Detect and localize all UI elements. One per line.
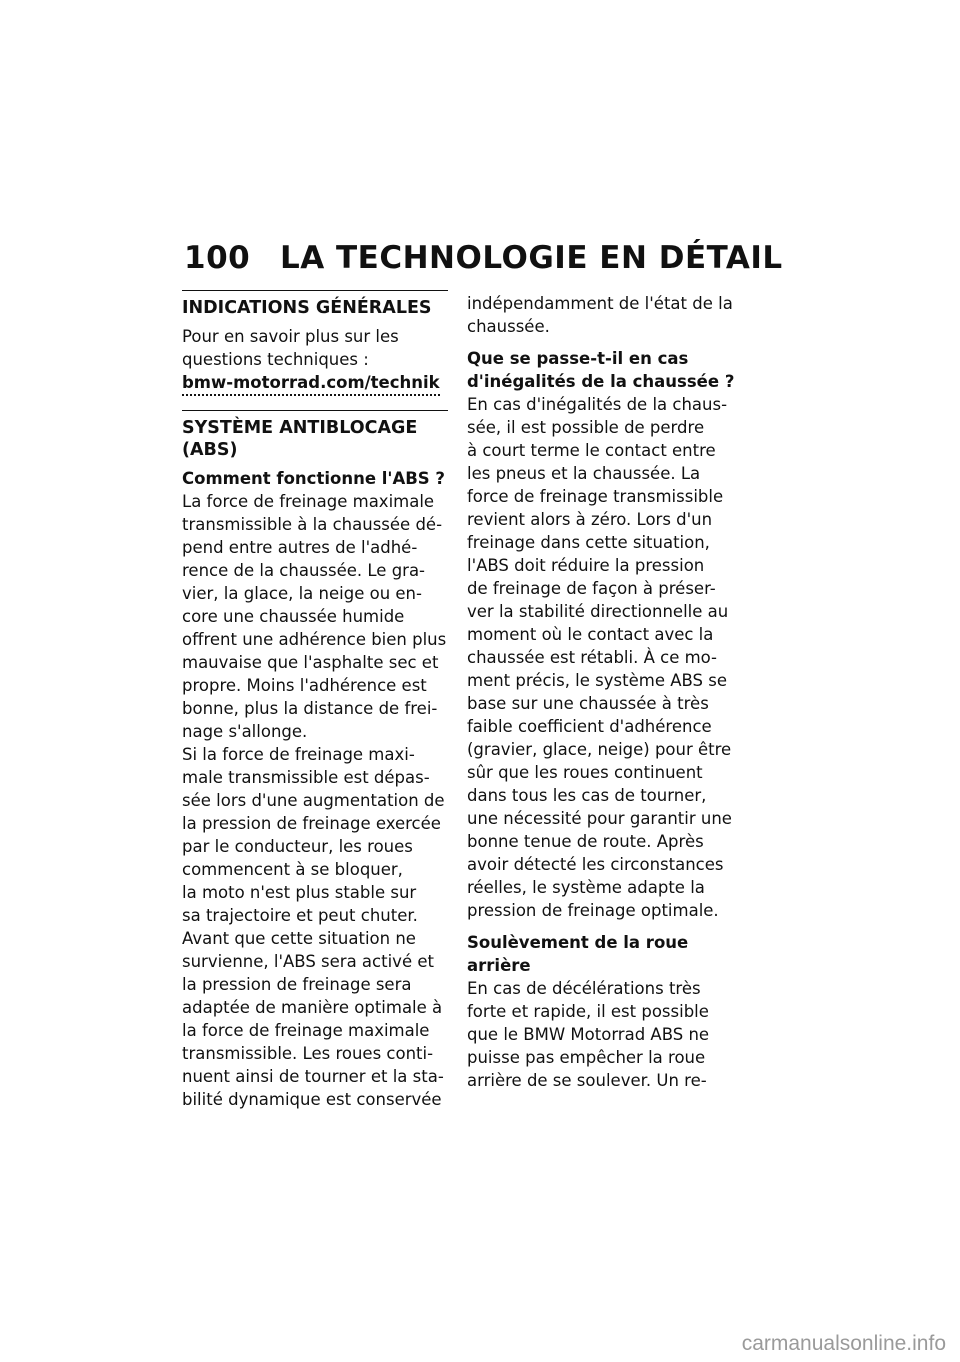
road-paragraph: En cas d'inégalités de la chaus- sée, il est possible de perdre à court terme le contact entre les pneus et la chaussée. La force de freinage transmissible revient alors à zéro. Lors d'un freinage dans cette situation, l'ABS doit réduire la pression de freinage de façon à préser- ver la stabilité directionnelle au moment où le contact avec la chaussée est rétabli. À ce mo- ment précis, le système ABS se base sur une chaussée à très faible coefficient d'adhérence (gravier, glace, neige) pour être sûr que les roues continuent dans tous les cas de tourner, une nécessité pour garantir une bonne tenue de route. Après avoir détecté les circonstances réelles, le système adapte la pression de freinage optimale. xyxy=(467,395,732,920)
section-heading-general: INDICATIONS GÉNÉRALES xyxy=(182,290,448,319)
abs-paragraph-2: Si la force de freinage maxi- male transmissible est dépas- sée lors d'une augmentation de la pression de freinage exercée par le conducteur, les roues commencent à se bloquer, la moto n'est plus stable sur sa trajectoire et peut chuter. Avant que cette situation ne survienne, l'ABS sera activé et la pression de freinage sera adaptée de manière optimale à la force de freinage maximale transmissible. Les roues conti- nuent ainsi de tourner et la sta- bilité dynamique est conservée xyxy=(182,745,445,1109)
page-number: 100 xyxy=(184,240,251,276)
chapter-title: LA TECHNOLOGIE EN DÉTAIL xyxy=(280,240,783,276)
left-column xyxy=(182,290,448,1111)
technik-link[interactable]: bmw-motorrad.com/technik xyxy=(182,371,440,396)
watermark: carmanualsonline.info xyxy=(741,1332,946,1355)
question-heading-lift: Soulèvement de la roue arrière xyxy=(467,933,689,975)
question-heading-abs: Comment fonctionne l'ABS ? xyxy=(182,469,446,488)
continuation-text: indépendamment de l'état de la chaussée. xyxy=(467,294,733,336)
abs-paragraph-1: La force de freinage maximale transmissible à la chaussée dé- pend entre autres de l'adhé- rence de la chaussée. Le gra- vier, la glace, la neige ou en- core une chaussée humide offrent une adhérence bien plus mauvaise que l'asphalte sec et propre. Moins l'adhérence est bonne, plus la distance de frei- nage s'allonge. xyxy=(182,492,447,741)
general-text: Pour en savoir plus sur les questions techniques : xyxy=(182,327,399,369)
question-heading-road: Que se passe-t-il en cas d'inégalités de la chaussée ? xyxy=(467,349,735,391)
section-heading-abs: SYSTÈME ANTIBLOCAGE (ABS) xyxy=(182,410,448,461)
page-header xyxy=(184,240,783,276)
lift-paragraph: En cas de décélérations très forte et rapide, il est possible que le BMW Motorrad ABS ne puisse pas empêcher la roue arrière de se soulever. Un re- xyxy=(467,979,710,1090)
right-column xyxy=(467,292,743,1092)
